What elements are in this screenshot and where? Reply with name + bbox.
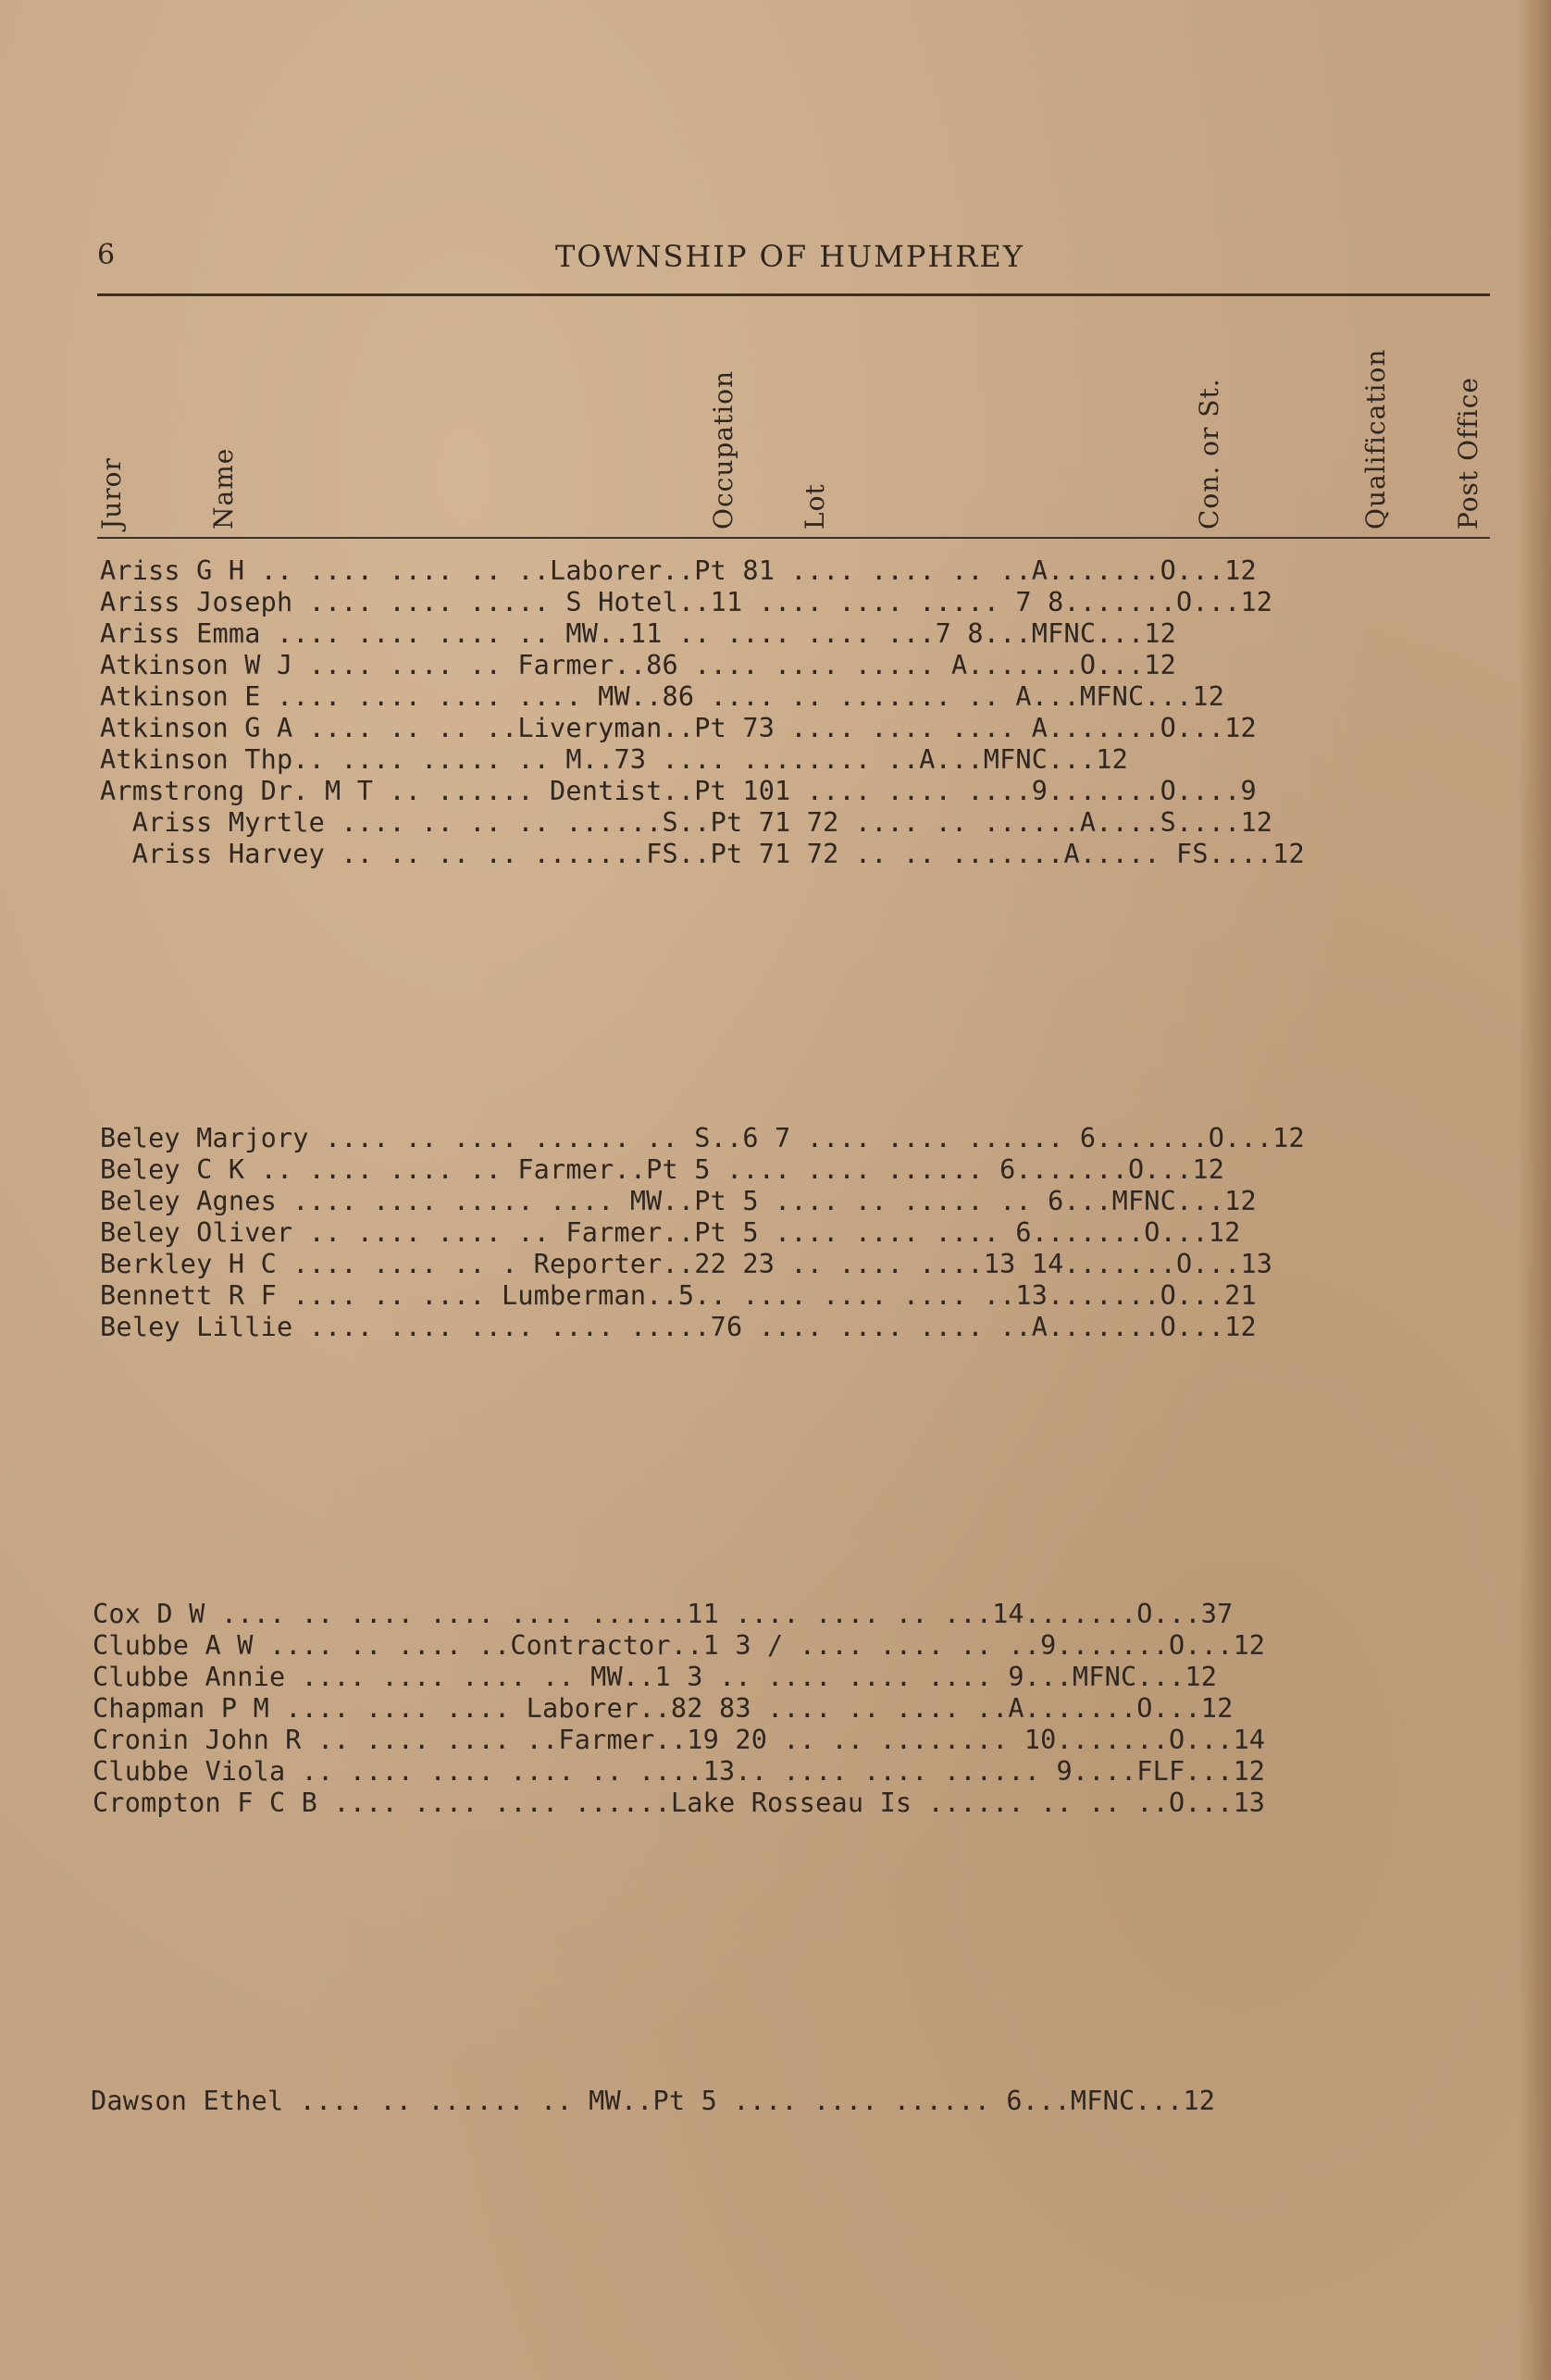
- column-header-juror: Juror: [96, 457, 127, 530]
- list-entry: Ariss Emma .... .... .... .. MW..11 .. .... .... ...7 8...MFNC...12: [100, 618, 1177, 649]
- column-header-rule: [97, 537, 1490, 539]
- column-header-con: Con. or St.: [1194, 378, 1224, 530]
- list-entry: Dawson Ethel .... .. ...... .. MW..Pt 5 .... .... ...... 6...MFNC...12: [91, 2086, 1216, 2116]
- list-entry: Bennett R F .... .. .... Lumberman..5.. .... .... .... ..13.......O...21: [100, 1280, 1257, 1311]
- list-entry: Atkinson Thp.. .... ..... .. M..73 .... ........ ..A...MFNC...12: [100, 744, 1128, 775]
- list-entry: Ariss Harvey .. .. .. .. .......FS..Pt 71 72 .. .. .......A..... FS....12: [100, 839, 1305, 869]
- list-entry: Clubbe Annie .... .... .... .. MW..1 3 .. .... .... .... 9...MFNC...12: [93, 1662, 1218, 1692]
- list-entry: Atkinson G A .... .. .. ..Liveryman..Pt 73 .... .... .... A.......O...12: [100, 713, 1257, 743]
- list-entry: Cox D W .... .. .... .... .... ......11 .... .... .. ...14.......O...37: [93, 1599, 1234, 1629]
- list-entry: Atkinson W J .... .... .. Farmer..86 .... .... ..... A.......O...12: [100, 650, 1177, 680]
- list-entry: Ariss Joseph .... .... ..... S Hotel..11 .... .... ..... 7 8.......O...12: [100, 587, 1273, 617]
- list-entry: Beley C K .. .... .... .. Farmer..Pt 5 .... .... ...... 6.......O...12: [100, 1154, 1225, 1185]
- list-entry: Ariss G H .. .... .... .. ..Laborer..Pt 81 .... .... .. ..A.......O...12: [100, 555, 1257, 586]
- column-header-lot: Lot: [800, 483, 830, 530]
- list-entry: Atkinson E .... .... .... .... MW..86 .... .. ....... .. A...MFNC...12: [100, 681, 1225, 712]
- column-header-occupation: Occupation: [708, 369, 738, 530]
- list-entry: Clubbe A W .... .. .... ..Contractor..1 3 / .... .... .. ..9.......O...12: [93, 1630, 1266, 1661]
- list-entry: Berkley H C .... .... .. . Reporter..22 23 .. .... ....13 14.......O...13: [100, 1249, 1273, 1279]
- page-number: 6: [97, 239, 116, 271]
- header-rule: [97, 293, 1490, 296]
- page-edge-shadow: [1518, 0, 1551, 2380]
- list-entry: Armstrong Dr. M T .. ...... Dentist..Pt 101 .... .... ....9.......O....9: [100, 776, 1257, 806]
- list-entry: Clubbe Viola .. .... .... .... .. ....13.. .... .... ...... 9....FLF...12: [93, 1756, 1266, 1787]
- list-entry: Cronin John R .. .... .... ..Farmer..19 20 .. .. ........ 10.......O...14: [93, 1725, 1266, 1755]
- column-header-name: Name: [208, 447, 239, 530]
- list-entry: Chapman P M .... .... .... Laborer..82 83 .... .. .... ..A.......O...12: [93, 1693, 1234, 1724]
- list-entry: Crompton F C B .... .... .... ......Lake Rosseau Is ...... .. .. ..O...13: [93, 1788, 1266, 1818]
- list-entry: Ariss Myrtle .... .. .. .. ......S..Pt 71 72 .... .. ......A....S....12: [100, 807, 1273, 838]
- column-header-post-office: Post Office: [1453, 377, 1483, 530]
- list-entry: Beley Marjory .... .. .... ...... .. S..6 7 .... .... ...... 6.......O...12: [100, 1123, 1305, 1153]
- list-entry: Beley Agnes .... .... ..... .... MW..Pt 5 .... .. ..... .. 6...MFNC...12: [100, 1186, 1257, 1216]
- list-entry: Beley Lillie .... .... .... .... .....76 .... .... .... ..A.......O...12: [100, 1312, 1257, 1342]
- list-entry: Beley Oliver .. .... .... .. Farmer..Pt 5 .... .... .... 6.......O...12: [100, 1217, 1241, 1248]
- column-header-qualification: Qualification: [1360, 348, 1391, 530]
- running-title: TOWNSHIP OF HUMPHREY: [555, 239, 1024, 274]
